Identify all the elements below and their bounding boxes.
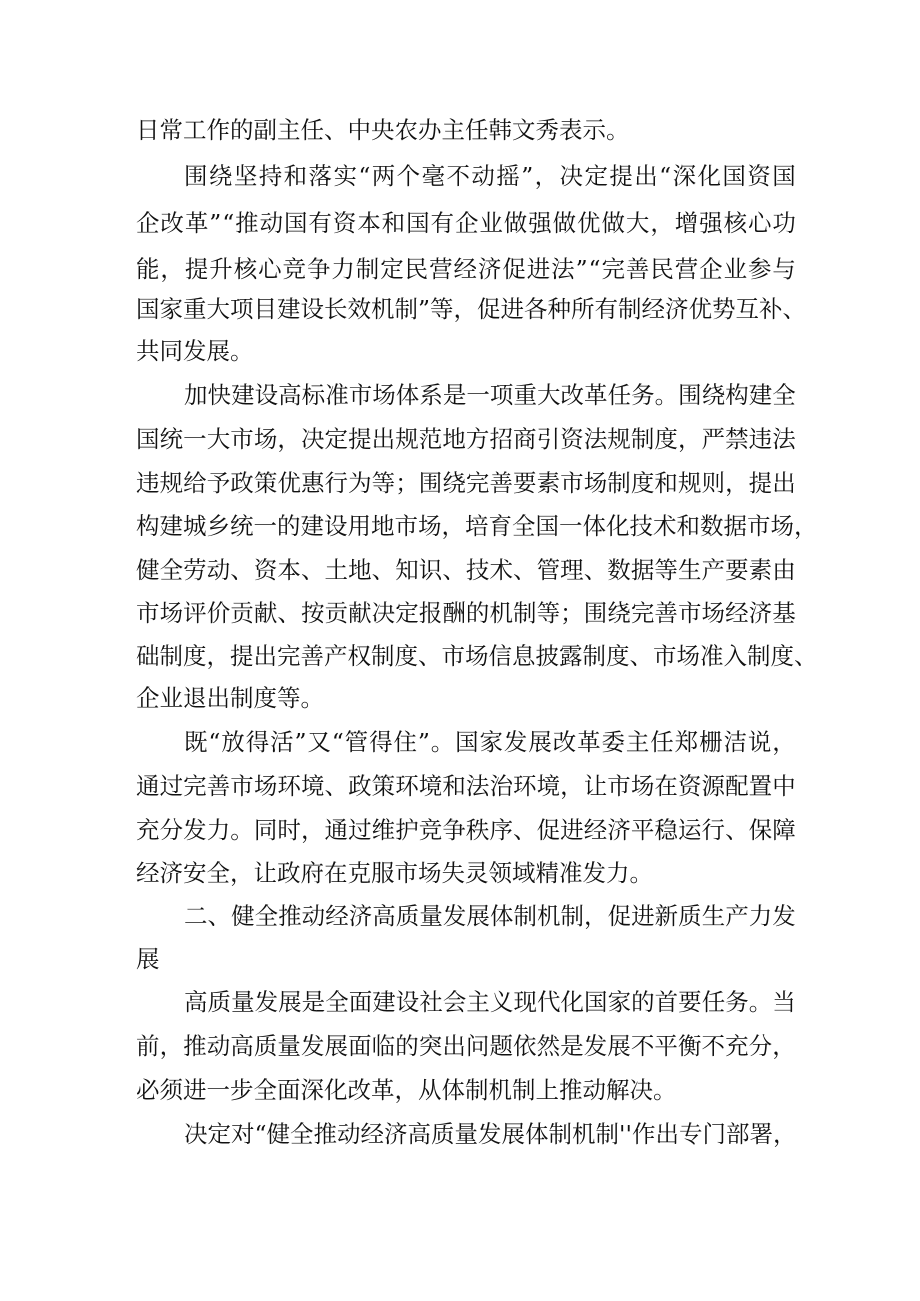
text-line: 充 分 发 力 。 同 时 ， 通 过 维 护 竞 争 秩 序 、 促 进 经 济 平 稳 运 行 、 保 障 — [136, 816, 796, 844]
text-line: 共同发展。 — [136, 337, 254, 365]
text-line: 高 质 量 发 展 是 全 面 建 设 社 会 主 义 现 代 化 国 家 的 首 要 任 务 。 当 — [184, 988, 796, 1016]
text-line: 国 家 重 大 项 目 建 设 长 效 机 制 ” 等 ， 促 进 各 种 所 有 制 经 济 优 势 互 补 、 — [136, 295, 807, 323]
text-line: 加 快 建 设 高 标 准 市 场 体 系 是 一 项 重 大 改 革 任 务 。 围 绕 构 建 全 — [184, 381, 796, 409]
text-line: 健 全 劳 动 、 资 本 、 土 地 、 知 识 、 技 术 、 管 理 、 数 据 等 生 产 要 素 由 — [136, 556, 796, 584]
text-line: 经济安全，让政府在克服市场失灵领域精准发力。 — [136, 859, 653, 887]
text-line: 市 场 评 价 贡 献 、 按 贡 献 决 定 报 酬 的 机 制 等 ； 围 绕 完 善 市 场 经 济 基 — [136, 599, 796, 627]
text-line: 通 过 完 善 市 场 环 境 、 政 策 环 境 和 法 治 环 境 ， 让 市 场 在 资 源 配 置 中 — [136, 772, 796, 800]
section-heading: 展 — [136, 945, 160, 973]
text-line: 违 规 给 予 政 策 优 惠 行 为 等 ； 围 绕 完 善 要 素 市 场 制 度 和 规 则 ， 提 出 — [136, 469, 796, 497]
text-line: 决 定 对 “ 健 全 推 动 经 济 高 质 量 发 展 体 制 机 制 ' ' 作 出 专 门 部 署 ， — [184, 1120, 797, 1148]
text-line: 企业退出制度等。 — [136, 684, 324, 712]
text-line: 能 ， 提 升 核 心 竞 争 力 制 定 民 营 经 济 促 进 法 ” “ 完 善 民 营 企 业 参 与 — [136, 255, 796, 283]
text-line: 前 ， 推 动 高 质 量 发 展 面 临 的 突 出 问 题 依 然 是 发 展 不 平 衡 不 充 分 ， — [136, 1032, 796, 1060]
text-line: 既 “ 放 得 活 ” 又 “ 管 得 住 ” 。 国 家 发 展 改 革 委 主 任 郑 栅 洁 说 ， — [184, 728, 796, 756]
text-line: 必须进一步全面深化改革，从体制机制上推动解决。 — [136, 1076, 677, 1104]
text-line: 国 统 一 大 市 场 ， 决 定 提 出 规 范 地 方 招 商 引 资 法 规 制 度 ， 严 禁 违 法 — [136, 425, 796, 453]
text-line: 日常工作的副主任、中央农办主任韩文秀表示。 — [136, 116, 630, 144]
text-line: 围 绕 坚 持 和 落 实 “ 两 个 毫 不 动 摇 ” ， 决 定 提 出 “ 深 化 国 资 国 — [184, 162, 796, 190]
text-line: 础 制 度 ， 提 出 完 善 产 权 制 度 、 市 场 信 息 披 露 制 度 、 市 场 准 入 制 度 、 — [136, 642, 818, 670]
section-heading: 二 、 健 全 推 动 经 济 高 质 量 发 展 体 制 机 制 ， 促 进 新 质 生 产 力 发 — [184, 902, 796, 930]
text-line: 企 改 革 ” “ 推 动 国 有 资 本 和 国 有 企 业 做 强 做 优 做 大 ， 增 强 核 心 功 — [136, 209, 796, 237]
text-line: 构 建 城 乡 统 一 的 建 设 用 地 市 场 ， 培 育 全 国 一 体 化 技 术 和 数 据 市 场 ， — [136, 512, 818, 540]
